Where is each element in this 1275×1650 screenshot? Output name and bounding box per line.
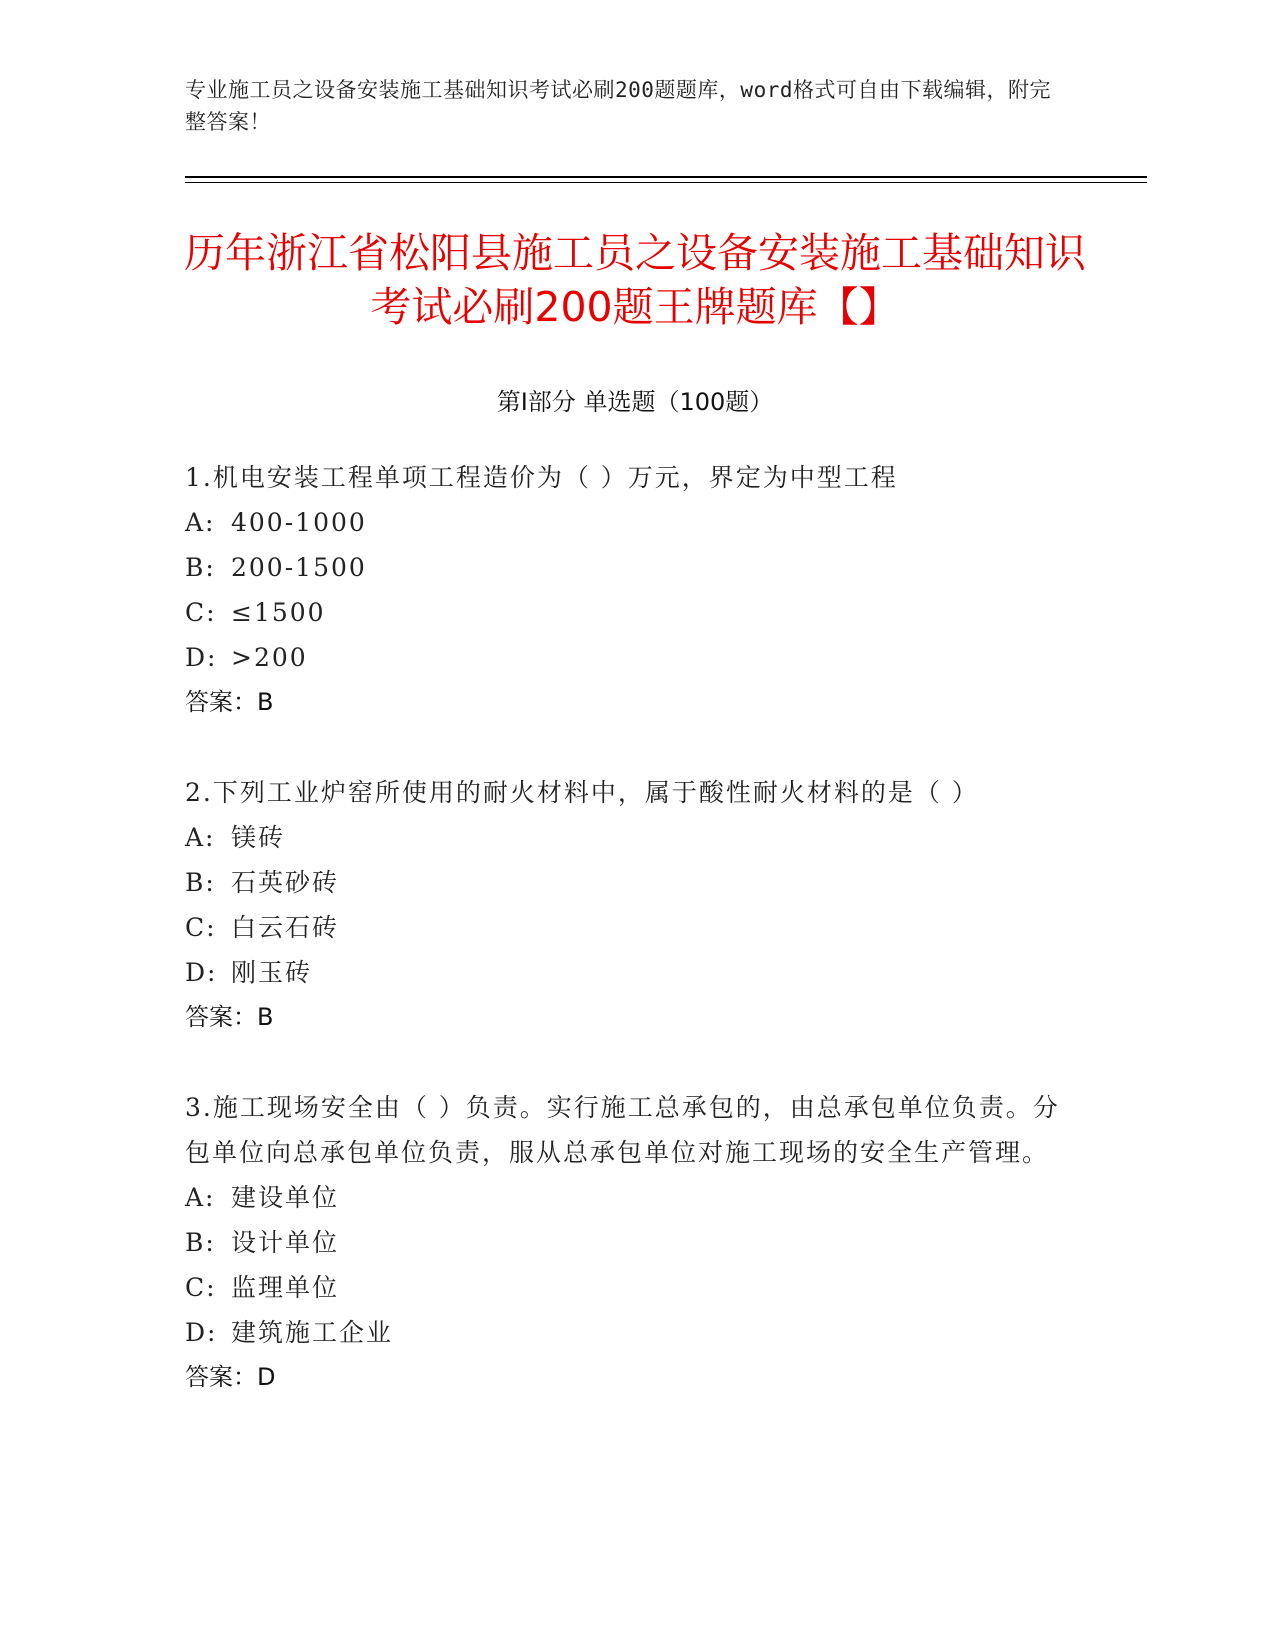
option-a (185, 500, 1075, 545)
question-stem: 1.机电安装工程单项工程造价为（ ）万元，界定为中型工程 (185, 463, 898, 492)
answer-label: 答案：B (185, 1003, 274, 1031)
option-letter: B: (185, 1228, 216, 1257)
answer-label: 答案：B (185, 688, 274, 716)
header-divider-thin (185, 182, 1147, 183)
question-stem: 2.下列工业炉窑所使用的耐火材料中，属于酸性耐火材料的是（ ） (185, 778, 979, 807)
option-letter: B: (185, 553, 216, 582)
option-letter: D: (185, 643, 218, 672)
header-note: 专业施工员之设备安装施工基础知识考试必刷200题题库，word格式可自由下载编辑，附完整答案！ (185, 78, 1051, 134)
option-text: 石英砂砖 (231, 868, 340, 897)
option-c (185, 905, 1075, 950)
option-text: 200-1500 (231, 553, 367, 582)
option-letter: A: (185, 1183, 216, 1212)
option-c (185, 1265, 1075, 1310)
option-letter: D: (185, 1318, 218, 1347)
option-text: 建筑施工企业 (231, 1318, 394, 1347)
option-b (185, 545, 1075, 590)
option-letter: A: (185, 823, 216, 852)
option-letter: B: (185, 868, 216, 897)
option-text: 设计单位 (231, 1228, 340, 1257)
answer-label: 答案：D (185, 1363, 276, 1391)
document-title: 历年浙江省松阳县施工员之设备安装施工基础知识考试必刷200题王牌题库【】 (184, 229, 1086, 331)
option-text: 刚玉砖 (231, 958, 313, 987)
option-d (185, 950, 1075, 995)
option-text: 400-1000 (231, 508, 367, 537)
option-d (185, 635, 1075, 680)
option-text: 监理单位 (231, 1273, 340, 1302)
option-text: 建设单位 (231, 1183, 340, 1212)
option-letter: A: (185, 508, 216, 537)
option-b (185, 860, 1075, 905)
question-2 (185, 770, 1075, 1040)
option-d (185, 1310, 1075, 1355)
option-text: 镁砖 (231, 823, 286, 852)
option-a (185, 1175, 1075, 1220)
option-b (185, 1220, 1075, 1265)
question-1 (185, 455, 1075, 725)
option-letter: C: (185, 1273, 217, 1302)
question-stem: 3.施工现场安全由（ ）负责。实行施工总承包的，由总承包单位负责。分包单位向总承包单位负责，服从总承包单位对施工现场的安全生产管理。 (185, 1093, 1060, 1167)
option-letter: C: (185, 913, 217, 942)
option-text: 白云石砖 (231, 913, 340, 942)
option-text: ≤1500 (231, 598, 326, 627)
option-c (185, 590, 1075, 635)
question-3 (185, 1085, 1075, 1400)
option-a (185, 815, 1075, 860)
option-text: >200 (231, 643, 308, 672)
option-letter: C: (185, 598, 217, 627)
option-letter: D: (185, 958, 218, 987)
header-divider-thick (185, 176, 1147, 178)
section-title: 第I部分 单选题（100题） (496, 388, 774, 416)
